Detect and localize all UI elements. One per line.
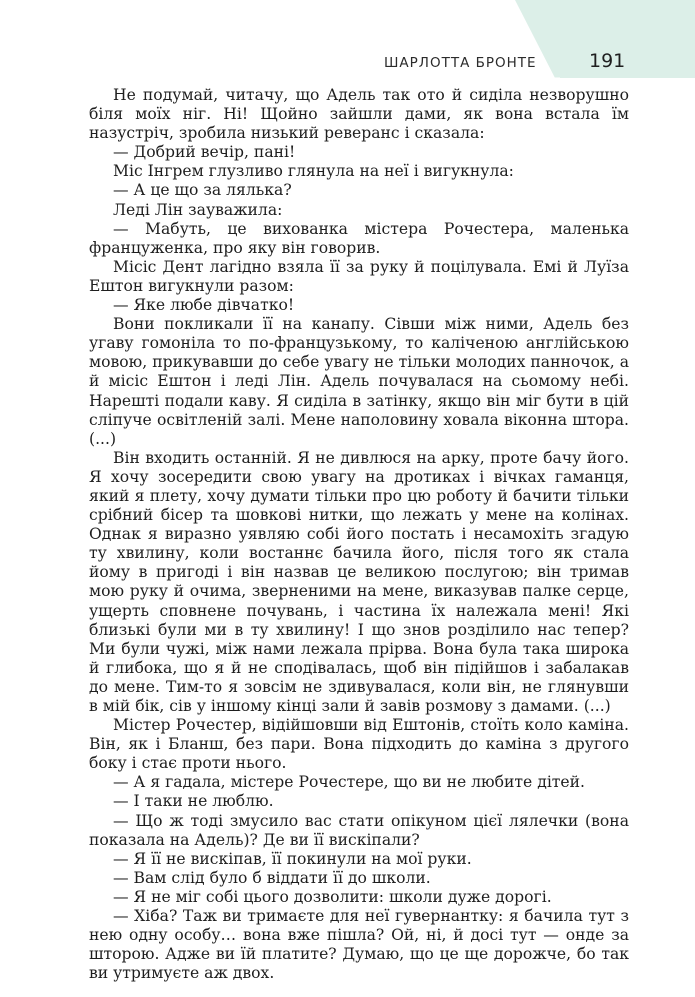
paragraph-17: — Я не міг собі цього дозволити: школи дуже дорогі. <box>113 887 552 906</box>
paragraph-18: — Хіба? Таж ви тримаєте для неї гувернантку: я бачила тут з нею одну особу… вона вже пішла? Ой, ні, й досі тут — онде за шторою. Адже ви їй платите? Думаю, що це ще дорожче, бо так ви утримуєте аж двох. <box>89 907 629 983</box>
header-band <box>0 0 695 86</box>
running-title: ШАРЛОТТА БРОНТЕ <box>384 55 537 71</box>
paragraph-15: — Я її не вискіпав, її покинули на мої руки. <box>113 849 472 868</box>
paragraph-7: Місіс Дент лагідно взяла її за руку й поцілувала. Емі й Луїза Ештон вигукнули разом: <box>89 257 629 295</box>
paragraph-13: — І таки не люблю. <box>113 792 274 811</box>
paragraph-16: — Вам слід було б віддати її до школи. <box>113 868 431 887</box>
paragraph-6: — Мабуть, це вихованка містера Рочестера, маленька француженка, про яку він говорив. <box>89 219 629 257</box>
paragraph-10: Він входить останній. Я не дивлюся на арку, проте бачу його. Я хочу зосередити свою увагу на дротиках і вічках гаманця, який я плету, хочу думати тільки про цю роботу й бачити тільки срібний бісер та шовкові нитки, що лежать у мене на колінах. Однак я виразно уявляю собі його постать і несамохіть згадую ту хвилину, коли востаннє бачила його, після того як стала йому в пригоді і він назвав це великою послугою; він тримав мою руку й очима, зверненими на мене, виказував палке серце, ущерть сповнене почувань, і частина їх належала мені! Які близькі були ми в ту хвилину! І що знов розділило нас тепер? Ми були чужі, між нами лежала прірва. Вона була така широка й глибока, що я й не сподівалась, щоб він підійшов і забалакав до мене. Тим-то я зовсім не здивувалася, коли він, не глянувши в мій бік, сів у іншому кінці зали й завів розмову з дамами. (...) <box>89 448 629 715</box>
paragraph-3: Міс Інгрем глузливо глянула на неї і вигукнула: <box>113 162 514 181</box>
paragraph-2: — Добрий вечір, пані! <box>113 143 296 162</box>
paragraph-8: — Яке любе дівчатко! <box>113 296 295 315</box>
page-number: 191 <box>589 50 626 72</box>
header-accent-shape <box>0 0 695 86</box>
paragraph-11: Містер Рочестер, відійшовши від Ештонів, стоїть коло каміна. Він, як і Бланш, без пари. Вона підходить до каміна з другого боку і стає проти нього. <box>89 716 629 773</box>
paragraph-4: — А це що за лялька? <box>113 181 292 200</box>
paragraph-12: — А я гадала, містере Рочестере, що ви не любите дітей. <box>113 773 586 792</box>
paragraph-5: Леді Лін зауважила: <box>113 200 283 219</box>
paragraph-14: — Що ж тоді змусило вас стати опікуном цієї лялечки (вона показала на Адель)? Де ви її вискіпали? <box>89 811 629 849</box>
text-body <box>89 86 629 983</box>
paragraph-9: Вони покликали її на канапу. Сівши між ними, Адель без угаву гомоніла то по-французькому, то каліченою англійською мовою, прикувавши до себе увагу не тільки молодих панночок, а й місіс Ештон і леді Лін. Адель почувалася на сьомому небі. Нарешті подали каву. Я сиділа в затінку, якщо він міг бути в цій сліпуче освітленій залі. Мене наполовину ховала віконна штора. (...) <box>89 315 629 448</box>
paragraph-1: Не подумай, читачу, що Адель так ото й сиділа незворушно біля моїх ніг. Ні! Щойно зайшли дами, як вона встала їм назустріч, зробила низький реверанс і сказала: <box>89 86 629 143</box>
